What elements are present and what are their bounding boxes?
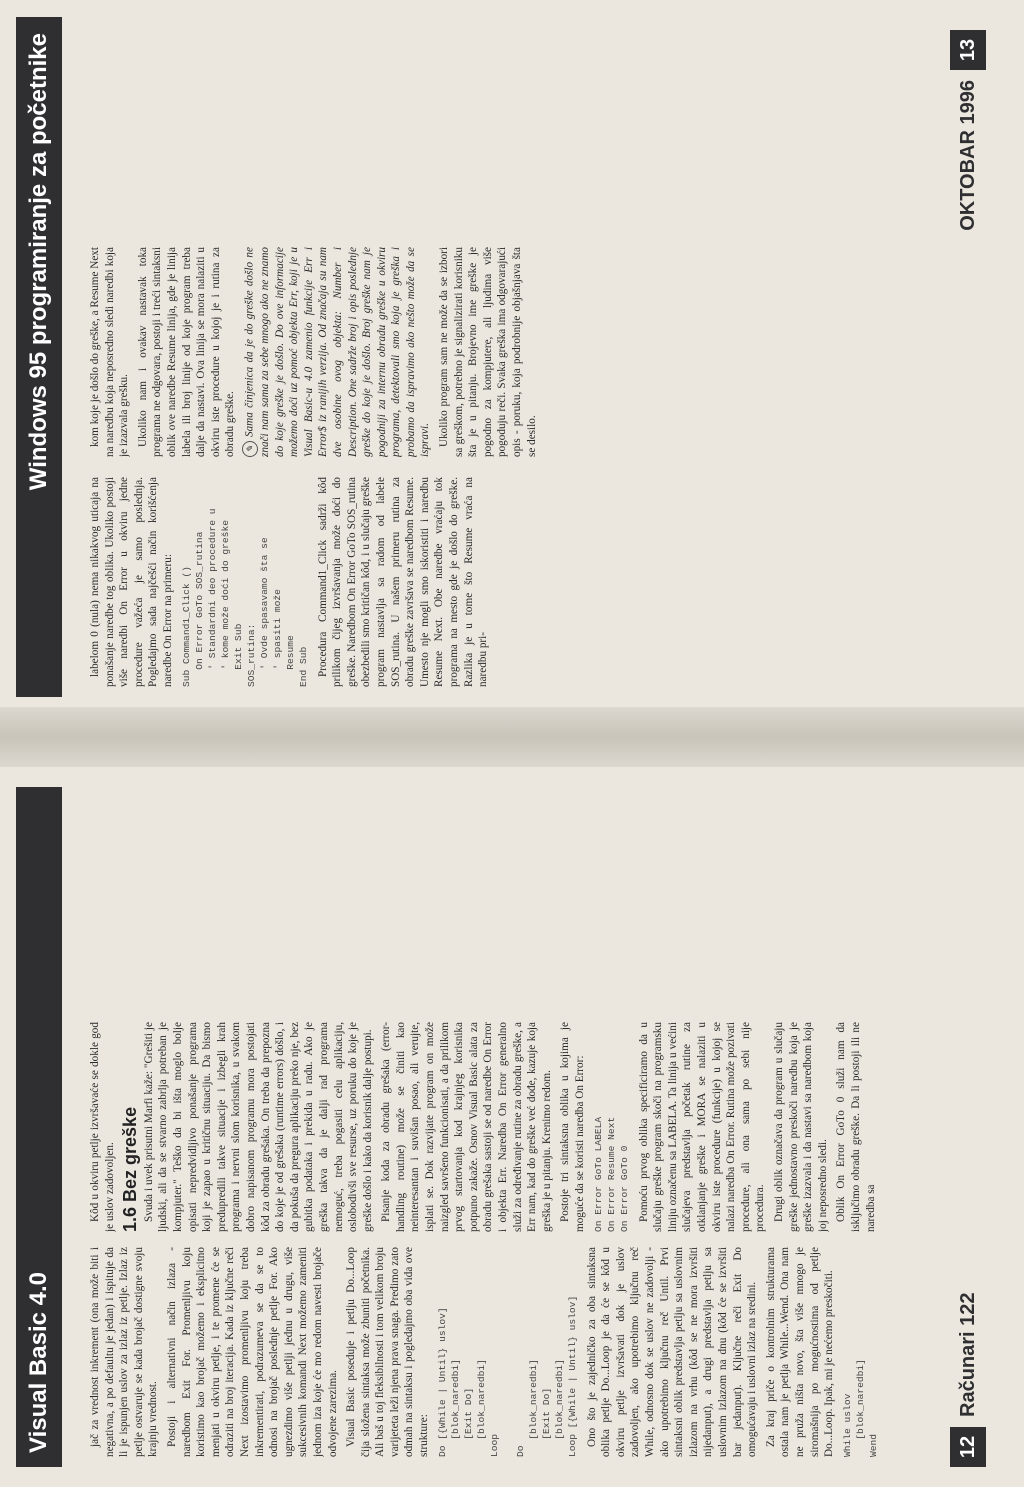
paragraph: Svuda i uvek prisutni Marfi kaže: "Grešiti je ljudski, ali da se stvarno zabrlja potreban je kompjuter." Teško da bi išta moglo bolje opisati nepredvidljivo ponašanje programa koji je zapao u kritičnu situaciju. Da bismo predupredili takve situacije i izbegli krah programa i nervni slom korisnika, u svakom dobro napisanom programu mora postojati kôd za obradu grešaka. On treba da prepozna do koje je od grešaka (runtime errors) došlo, i da pokuša da pregura aplikaciju preko nje, bez gubitka podataka i prekida u radu. Ako je greška takva da je dalji rad programa nemoguć, treba pogasiti celu aplikaciju, oslobodivši sve resurse, uz poruku do koje je greške došlo i kako da korisnik dalje postupi. (142, 1022, 374, 1232)
binding-gutter (0, 707, 1024, 767)
paragraph: Ono što je zajedničko za oba sintaksna oblika petlje Do...Loop je da će se kôd u okviru petlje izvršavati dok je uslov zadovoljen, ako upotrebimo ključnu reč While, odnosno dok se uslov ne zadovolji - ako upotrebimo ključnu reč Until. Prvi sintaksni oblik predstavlja petlju sa uslovnim izlazom na vrhu (kôd se ne mora izvršiti nijedanput), a drugi predstavlja petlju sa uslovnim izlazom na dnu (kôd će se izvršiti bar jedanput). Ključne reči Exit Do omogućavaju i uslovni izlaz na sredini. (585, 1247, 759, 1457)
tip-note (242, 247, 433, 457)
col3-overflow-note (88, 787, 103, 1007)
paragraph: Procedura Command1_Click sadrži kôd prilikom čijeg izvršavanja može doći do greške. Naredbom On Error GoTo SOS_rutina obezbedili smo kritičan kôd, i u slučaju greške program nastavlja sa radom od labele SOS_rutina. U našem primeru rutina za obradu greške završava se naredbom Resume. Umesto nje mogli smo iskoristiti i naredbu Resume Next. Obe naredbe vraćaju tok programa na mesto gde je došlo do greške. Razlika je u tome što Resume vraća na naredbu pri- (316, 477, 490, 687)
left-column-2 (88, 1022, 938, 1232)
paragraph: Ukoliko nam i ovakav nastavak toka programa ne odgovara, postoji i treći sintaksni oblik ove naredbe Resume linija, gde je linija labela ili broj linije od koje program treba dalje da nastavi. Ova linija se mora nalaziti u okviru iste procedure u kojoj je i rutina za obradu greške. (136, 247, 237, 457)
col4b-text (437, 247, 539, 457)
left-column-3 (88, 787, 938, 1007)
col3-text (88, 477, 176, 687)
right-column-1 (88, 477, 938, 687)
paragraph: Drugi oblik označava da program u slučaju greške jednostavno preskoči naredbu koja je greške izazvala i da nastavi sa naredbom koja joj neposredno sledi. (772, 1022, 829, 1232)
col1-text (88, 1247, 432, 1457)
paragraph: Postoje tri sintaksna oblika u kojima je moguće da se koristi naredba On Error: (559, 1022, 586, 1232)
paragraph: kom koje je došlo do greške, a Resume Next na naredbu koja neposredno sledi naredbi koja je izazvala grešku. (89, 247, 131, 457)
code-block-while-wend: While uslov [blok_naredbi] Wend (841, 1359, 879, 1457)
magazine-name: Računari 122 (957, 1292, 979, 1417)
right-page-number: 13 (950, 30, 986, 70)
paragraph: Pomoću prvog oblika specificiramo da u slučaju greške program skoči na programsku liniju označenu sa LABELA. Ta linija u većini slučajeva predstavlja početak rutine za otklanjanje greške i MORA se nalaziti u okviru iste procedure (funkcije) u kojoj se nalazi naredba On Error. Rutina može pozivati procedure, ali ona sama po sebi nije procedura. (637, 1022, 767, 1232)
col4-text (88, 247, 238, 457)
paragraph: Pisanje koda za obradu grešaka (error-handling routine) može se činiti kao neinteresantan i suvišan posao, ali verujte, isplati se. Dok razvijate program on može naizgled savršeno funkcionisati, a da prilikom prvog startovanja kod krajnjeg korisnika potpuno zakaže. Osnov Visual Basic alata za obradu grešaka sastoji se od naredbe On Error i objekta Err. Naredba On Error generalno služi za određivanje rutine za obradu greške, a Err nam, kad do greške već dođe, kazuje koja greška je u pitanju. Krenimo redom. (380, 1022, 553, 1232)
paragraph: Visual Basic poseduje i petlju Do...Loop čija složena sintaksa može zbuniti početnika. Ali baš u toj fleksibilnosti i tom velikom broju varijeteta leži njena prava snaga. Predimo zato odmah na sintaksu i pogledajmo oba vida ove strukture: (345, 1247, 431, 1457)
paragraph: jač za vrednost inkrement (ona može biti i negativna, a po defaultu je jedan) i ispituje da li je ispunjen uslov za izlaz iz petlje. Izlaz iz petlje ostvaruje se kada brojač dostigne svoju krajnju vrednost. (89, 1247, 160, 1457)
col1b-text (585, 1247, 837, 1457)
right-page-header: Windows 95 programiranje za početnike (16, 17, 62, 697)
col3b-text (316, 477, 491, 687)
tip-note-text: Sama činjenica da je do greške došlo ne znači nam sama za sebe mnogo ako ne znamo do koje greške je došlo. Do ove informacije možemo doći uz pomoć objekta Err, koji je u Visual Basic-u 4.0 zamenio funkcije Err i Error$ iz ranijih verzija. Od značaja su nam dve osobine ovog objekta: Number i Description. One sadrže broj i opis poslednje greške do koje je došlo. Broj greške nam je pogodniji za internu obradu greške u okviru programa, detektovali smo koja je greška i probamo da ispravimo ako nešto može da se ispravi. (243, 247, 432, 457)
paragraph: Ukoliko program sam ne može da se izbori sa greškom, potrebno je signalizirati korisniku šta je u pitanju. Brojevno ime greške je pogodno za kompjutere, ali ljudima više pogoduju reči. Svaka greška ima odgovarajući opis - poruku, koja podrobnije objašnjava šta se desilo. (438, 247, 538, 457)
code-block-do-loop: Do [{While | Until} uslov] [blok_naredbi] [Exit Do] [blok_naredbi] Loop Do [blok_naredbi] [Exit Do] [blok_naredbi] Loop [{While | Until} uslov] (436, 1295, 578, 1457)
left-column-1 (88, 1247, 938, 1457)
col2b-text (142, 1022, 588, 1232)
right-column-2 (88, 247, 938, 457)
code-block-on-error: On Error GoTo LABELA On Error Resume Next On Error GoTo 0 (592, 1116, 630, 1232)
paragraph: Za kraj priče o kontrolnim strukturama ostala nam je petlja While...Wend. Ona nam ne pruža ništa novo, šta više mnogo je siromašnija po mogućnostima od petlje Do...Loop. Ipak, mi je nećemo preskočiti. (764, 1247, 836, 1457)
right-footer (950, 20, 986, 231)
left-footer (950, 1292, 986, 1467)
tip-icon: ✎ (242, 441, 258, 457)
paragraph: Kôd u okviru petlje izvršavaće se dokle god je uslov zadovoljen. (89, 1022, 116, 1232)
paragraph: labelom 0 (nula) nema nikakvog uticaja na ponašanje naredbe tog oblika. Ukoliko postoji više naredbi On Error u okviru jedne procedure važeća je samo poslednja. Pogledajmo sada najčešći način korišćenja naredbe On Error na primeru: (89, 477, 174, 687)
paragraph: Postoji i alternativni način izlaza - naredbom Exit For. Promenljivu koju koristimo kao brojač možemo i eksplicitno menjati u okviru petlje, i te promene će se odraziti na broj iteracija. Kada iz ključne reči Next izostavimo promenljivu koju treba inkrementirati, podrazumeva se da se to odnosi na brojač poslednje petlje For. Ako ugnezdimo više petlji jednu u drugu, više sukcesivnih komandi Next možemo zameniti jednom iza koje će mo redom navesti brojače odvojene zarezima. (165, 1247, 339, 1457)
col2c-text (637, 1022, 879, 1232)
issue-date: OKTOBAR 1996 (957, 80, 979, 231)
left-page-header: Visual Basic 4.0 (16, 787, 62, 1467)
section-title: 1.6 Bez greške (120, 1106, 141, 1232)
code-block-sub: Sub Command1_Click () On Error GoTo SOS_rutina ' Standardni deo procedure u ' kome može doći do greške Exit Sub SOS_rutina: ' Ovde spasavamo šta se ' spasiti može Resume End Sub (180, 508, 309, 687)
paragraph: Oblik On Error GoTo 0 služi nam da isključimo obradu greške. Da li postoji ili ne naredba sa (835, 1022, 877, 1232)
col2-text (88, 1022, 117, 1232)
left-page-number: 12 (950, 1427, 986, 1467)
